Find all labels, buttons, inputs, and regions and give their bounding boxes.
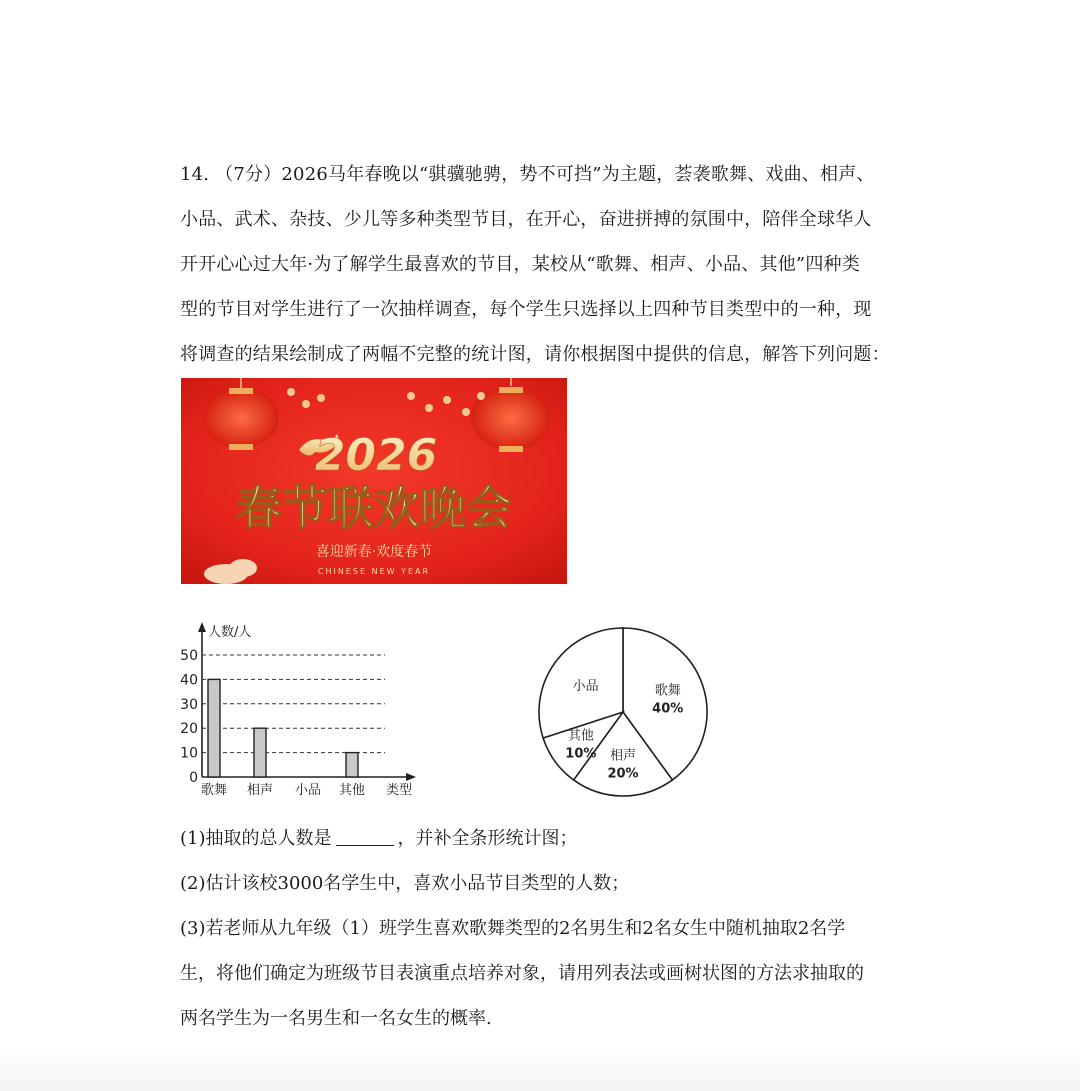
pie-label: 歌舞 (654, 683, 681, 699)
banner-subtitle: 喜迎新春·欢度春节 (315, 544, 433, 560)
problem-line: 型的节目对学生进行了一次抽样调查，每个学生只选择以上四种节目类型中的一种，现 (180, 299, 872, 320)
problem-statement (180, 152, 920, 377)
y-axis-label: 人数/人 (208, 625, 252, 640)
y-tick-label: 50 (180, 648, 198, 664)
problem-line: 14. （7分）2026马年春晚以“骐骥驰骋，势不可挡”为主题，荟袭歌舞、戏曲、相声、 (180, 164, 875, 185)
page-shadow (0, 1051, 1080, 1091)
y-tick-label: 30 (180, 696, 198, 713)
x-axis-label: 类型 (386, 783, 413, 798)
bar-其他 (346, 753, 358, 777)
question-3-line: (3)若老师从九年级（1）班学生喜欢歌舞类型的2名男生和2名女生中随机抽取2名学 (180, 918, 846, 939)
y-tick-label: 20 (180, 721, 198, 738)
problem-line: 将调查的结果绘制成了两幅不完整的统计图，请你根据图中提供的信息，解答下列问题： (180, 344, 890, 365)
x-tick-label: 歌舞 (200, 783, 228, 798)
pie-label: 其他 (567, 728, 594, 744)
x-tick-label: 相声 (246, 783, 274, 798)
banner-image (181, 378, 567, 584)
pie-label: 相声 (609, 748, 637, 764)
banner-english: CHINESE NEW YEAR (317, 567, 431, 576)
charts-svg (180, 612, 740, 812)
question-3-line: 生，将他们确定为班级节目表演重点培养对象，请用列表法或画树状图的方法求抽取的 (180, 963, 864, 984)
answer-blank[interactable] (336, 827, 394, 846)
spring-festival-gala-banner (181, 378, 567, 584)
x-axis-arrow-icon (406, 773, 416, 781)
question-1 (180, 816, 920, 861)
banner-year: 2026 (314, 430, 438, 481)
bar-chart (180, 622, 416, 798)
problem-line: 开开心心过大年·为了解学生最喜欢的节目，某校从“歌舞、相声、小品、其他”四种类 (180, 254, 860, 275)
problem-line: 小品、武术、杂技、少儿等多种类型节目，在开心，奋进拼搏的氛围中，陪伴全球华人 (180, 209, 872, 230)
statistics-charts (180, 612, 740, 812)
x-tick-label: 其他 (338, 783, 366, 798)
question-3-line: 两名学生为一名男生和一名女生的概率. (180, 1008, 492, 1029)
question-1-text: (1)抽取的总人数是 (180, 828, 332, 849)
pie-label: 小品 (572, 678, 599, 694)
y-tick-label: 40 (180, 672, 198, 689)
sub-questions (180, 816, 920, 1041)
x-tick-label: 小品 (294, 783, 322, 798)
bar-歌舞 (208, 679, 220, 777)
pie-value-label: 40% (652, 701, 684, 717)
y-tick-label: 0 (189, 770, 198, 786)
question-2: (2)估计该校3000名学生中，喜欢小品节目类型的人数； (180, 873, 630, 894)
banner-title: 春节联欢晚会 (236, 481, 512, 535)
pie-chart (539, 628, 707, 796)
bar-相声 (254, 728, 266, 777)
pie-value-label: 20% (607, 766, 639, 782)
y-tick-label: 10 (180, 745, 198, 762)
question-1-tail: ，并补全条形统计图； (397, 828, 578, 849)
y-axis-arrow-icon (198, 622, 206, 632)
pie-value-label: 10% (565, 746, 597, 762)
